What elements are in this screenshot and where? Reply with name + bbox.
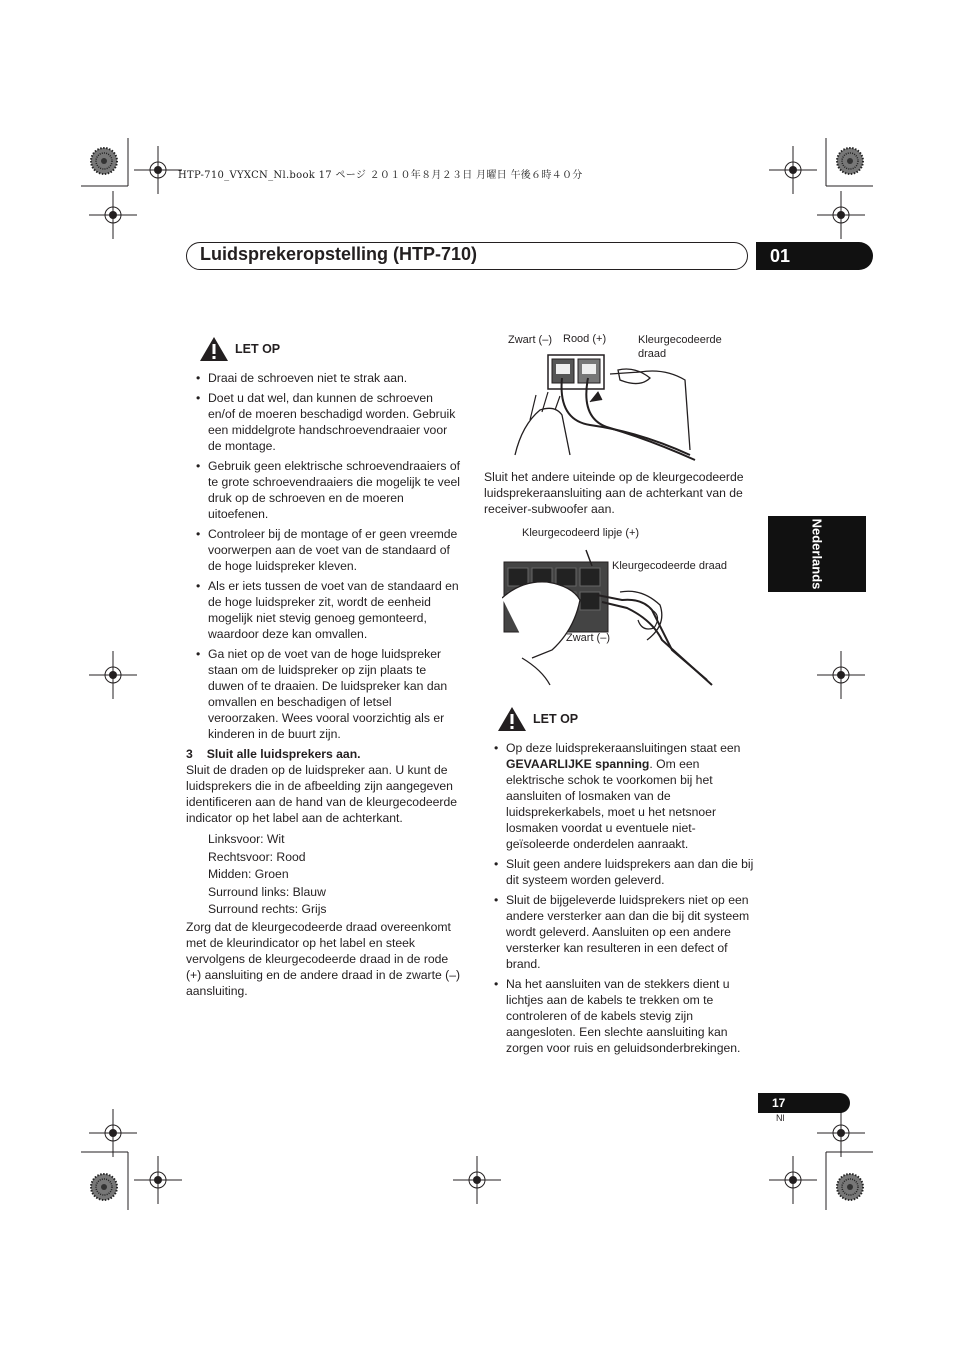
- caution-label: LET OP: [533, 712, 579, 726]
- label-colored-wire: Kleurgecodeerde draad: [612, 560, 727, 572]
- subwoofer-terminal-illustration: [502, 540, 717, 690]
- color-item: Midden: Groen: [208, 867, 289, 882]
- page-number: 17: [758, 1093, 850, 1113]
- list-item: • Ga niet op de voet van de hoge luidspreker staan om de luidspreker op zijn plaats te duwen of te draaien. De luidspreker kan dan omvallen en beschadigen of letsel veroorzaken. Wees vooral voorzichtig als er kinderen in de buurt zijn.: [186, 646, 462, 742]
- color-item: Surround rechts: Grijs: [208, 902, 327, 917]
- color-list: [186, 831, 462, 919]
- caution-heading: [186, 336, 462, 362]
- list-item: • Doet u dat wel, dan kunnen de schroeven en/of de moeren beschadigd worden. Gebruik een middelgrote handschroevendraaier voor de montage.: [186, 390, 462, 454]
- caution-list: [484, 740, 758, 1056]
- speaker-terminal-illustration: [500, 350, 700, 462]
- warning-icon: [199, 336, 229, 362]
- caution-list: [186, 370, 462, 742]
- language-tab: [768, 516, 866, 592]
- bullet-emphasis: GEVAARLIJKE spanning: [506, 757, 650, 771]
- bullet-text: . Om een elektrische schok te voorkomen bij het aansluiten of losmaken van de luidsprekerkabels, moet u het netsnoer losmaken voordat u eventuele niet-geïsoleerde onderdelen aanraakt.: [506, 757, 717, 851]
- list-item: [484, 740, 758, 852]
- label-black-terminal-2: Zwart (–): [566, 632, 610, 644]
- step-text: Sluit de draden op de luidspreker aan. U kunt de luidsprekers die in de afbeelding zijn aangegeven identificeren aan de hand van de kleurgecodeerde indicator op het label aan de achterkant.: [186, 763, 458, 825]
- bullet-text: Op deze luidsprekeraansluitingen staat een: [506, 741, 741, 755]
- list-item: • Draai de schroeven niet te strak aan.: [186, 370, 462, 386]
- color-item: Linksvoor: Wit: [208, 832, 285, 846]
- list-item: • Als er iets tussen de voet van de standaard en de hoge luidspreker zit, wordt de eenheid mogelijk niet stevig genoeg gemonteerd, waardoor deze kan omvallen.: [186, 578, 462, 642]
- page-language: Nl: [776, 1113, 785, 1123]
- list-item: • Controleer bij de montage of er geen vreemde voorwerpen aan de voet van de standaard of de hoge luidspreker kleven.: [186, 526, 462, 574]
- list-item: • Sluit geen andere luidsprekers aan dan die bij dit systeem worden geleverd.: [484, 856, 758, 888]
- step-title: Sluit alle luidsprekers aan.: [206, 747, 361, 761]
- label-colored-wire-2: draad: [638, 348, 667, 360]
- label-black-terminal: Zwart (–): [508, 334, 552, 346]
- chapter-number: 01: [756, 242, 873, 270]
- caution-heading: [484, 706, 758, 732]
- step-number: 3: [186, 747, 193, 761]
- closing-text: Zorg dat de kleurgecodeerde draad overeenkomt met de kleurindicator op het label en steek vervolgens de kleurgecodeerde draad in de rode (+) aansluiting en de andere draad in de zwarte (–) aansluiting.: [186, 919, 461, 998]
- label-colored-wire-1: Kleurgecodeerde: [638, 334, 722, 346]
- caution-label: LET OP: [235, 342, 281, 356]
- label-red-terminal: Rood (+): [563, 333, 607, 345]
- list-item: • Sluit de bijgeleverde luidsprekers niet op een andere versterker aan dan die bij dit systeem wordt geleverd. Aansluiten op een andere versterker kan resulteren in een defect of brand.: [484, 892, 758, 972]
- step-heading: [186, 746, 462, 762]
- color-item: Surround links: Blauw: [208, 884, 326, 899]
- language-tab-label: Nederlands: [809, 518, 825, 590]
- label-colored-tab: Kleurgecodeerd lipje (+): [522, 527, 640, 539]
- list-item: • Gebruik geen elektrische schroevendraaiers of te grote schroevendraaiers die mogelijk te veel druk op de schroeven en de moeren uitoefenen.: [186, 458, 462, 522]
- page-title: Luidsprekeropstelling (HTP-710): [200, 244, 478, 264]
- list-item: • Na het aansluiten van de stekkers dient u lichtjes aan de kabels te trekken om te controleren of de kabels stevig zijn aangesloten. Een slechte aansluiting kan zorgen voor ruis en geluidsonderbrekingen.: [484, 976, 758, 1056]
- connect-paragraph: Sluit het andere uiteinde op de kleurgecodeerde luidsprekeraansluiting aan de achterkant van de receiver-subwoofer aan.: [484, 470, 744, 516]
- warning-icon: [497, 706, 527, 732]
- right-caution: [484, 706, 758, 1060]
- left-column: [186, 336, 462, 999]
- color-item: Rechtsvoor: Rood: [208, 849, 306, 864]
- print-info: HTP-710_VYXCN_Nl.book 17 ページ ２０１０年８月２３日 月曜日 午後６時４０分: [178, 170, 583, 181]
